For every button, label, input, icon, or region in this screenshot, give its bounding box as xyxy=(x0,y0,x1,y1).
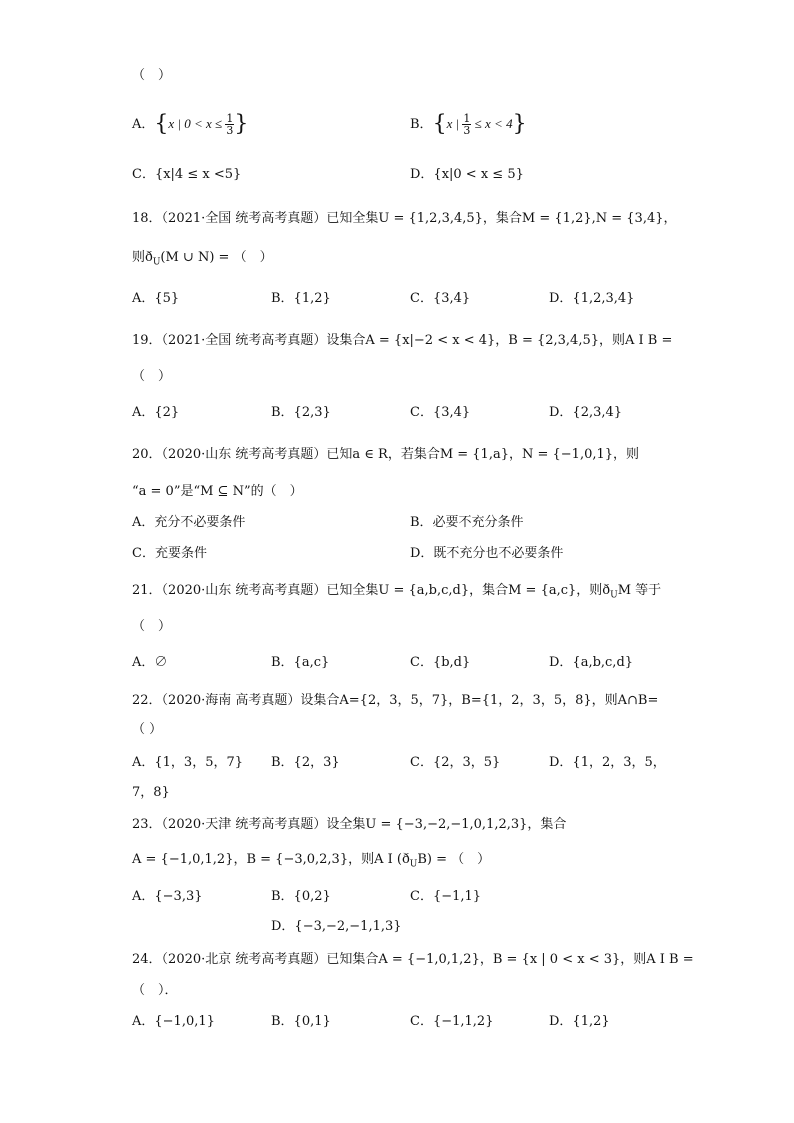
q17-option-a xyxy=(132,113,248,136)
q20-stem-line2: “a = 0”是“M ⊆ N”的（ ） xyxy=(132,484,303,499)
brace-close: } xyxy=(512,111,527,137)
q24-option-a: A．{−1,0,1} xyxy=(132,1014,215,1029)
q17-option-a-text: x | 0 < x ≤ xyxy=(168,116,226,131)
q23-option-c: C．{−1,1} xyxy=(410,889,482,904)
q20-option-a: A．充分不必要条件 xyxy=(132,515,246,530)
q24-option-d: D．{1,2} xyxy=(549,1014,610,1029)
q21-subscript: U xyxy=(610,590,618,601)
q19-stem-line1: 19．（2021·全国 统考高考真题）设集合A = {x|−2 < x < 4}，B = {2,3,4,5}，则A I B = xyxy=(132,333,673,348)
q17-option-b xyxy=(410,113,527,136)
fraction-denominator: 3 xyxy=(226,124,234,137)
q19-option-a: A．{2} xyxy=(132,405,180,420)
q19-option-d: D．{2,3,4} xyxy=(549,405,623,420)
q20-option-d: D．既不充分也不必要条件 xyxy=(410,546,564,561)
q18-stem-tail: (M ∪ N) = （ ） xyxy=(160,250,273,265)
q22-stem-line1: 22．（2020·海南 高考真题）设集合A={2，3，5，7}，B={1，2，3，5，8}，则A∩B= xyxy=(132,693,659,708)
q22-option-a: A．{1，3，5，7} xyxy=(132,755,244,770)
fraction-denominator: 3 xyxy=(463,124,471,137)
brace-open: { xyxy=(154,111,169,137)
q21-stem-line2: （ ） xyxy=(132,619,172,634)
q23-option-a: A．{−3,3} xyxy=(132,889,203,904)
brace-open: { xyxy=(432,111,447,137)
q23-option-b: B．{0,2} xyxy=(271,889,331,904)
q18-stem-line2 xyxy=(132,249,273,272)
q17-option-a-label: A． xyxy=(132,117,155,132)
brace-close: } xyxy=(234,111,249,137)
q23-stem-line2 xyxy=(132,851,490,874)
q22-option-d-continued: 7，8} xyxy=(132,785,170,800)
q22-option-c: C．{2，3，5} xyxy=(410,755,501,770)
q18-option-b: B．{1,2} xyxy=(271,291,331,306)
fraction-numerator: 1 xyxy=(226,112,234,125)
q20-option-b: B．必要不充分条件 xyxy=(410,515,524,530)
q21-option-a: A．∅ xyxy=(132,655,168,670)
q20-stem-line1: 20．（2020·山东 统考高考真题）已知a ∈ R，若集合M = {1,a}，N = {−1,0,1}，则 xyxy=(132,447,640,462)
q23-stem-tail: B) = （ ） xyxy=(417,852,491,867)
fraction-numerator: 1 xyxy=(463,112,471,125)
q24-option-b: B．{0,1} xyxy=(271,1014,331,1029)
paren-top: （ ） xyxy=(132,68,172,83)
q19-option-b: B．{2,3} xyxy=(271,405,331,420)
q17-option-c: C．{x|4 ≤ x <5} xyxy=(132,167,242,182)
q23-subscript: U xyxy=(409,859,418,870)
q21-option-b: B．{a,c} xyxy=(271,655,330,670)
q23-stem-line1: 23．（2020·天津 统考高考真题）设全集U = {−3,−2,−1,0,1,2,3}，集合 xyxy=(132,817,567,832)
q24-stem-line1: 24．（2020·北京 统考高考真题）已知集合A = {−1,0,1,2}，B = {x | 0 < x < 3}，则A I B = xyxy=(132,952,694,967)
q23-option-d: D．{−3,−2,−1,1,3} xyxy=(271,919,402,934)
q24-stem-line2: （ ）． xyxy=(132,983,178,998)
q18-option-d: D．{1,2,3,4} xyxy=(549,291,635,306)
q17-option-b-label: B． xyxy=(410,117,433,132)
q17-option-b-tail: ≤ x < 4 xyxy=(471,116,513,131)
q21-stem-line1 xyxy=(132,582,661,605)
q20-option-c: C．充要条件 xyxy=(132,546,207,561)
q19-option-c: C．{3,4} xyxy=(410,405,471,420)
q22-stem-line2: （ ） xyxy=(132,722,163,737)
q22-option-d: D．{1，2，3，5， xyxy=(549,755,666,770)
q18-option-c: C．{3,4} xyxy=(410,291,471,306)
q19-stem-line2: （ ） xyxy=(132,369,172,384)
q18-option-a: A．{5} xyxy=(132,291,180,306)
q21-option-d: D．{a,b,c,d} xyxy=(549,655,634,670)
q24-option-c: C．{−1,1,2} xyxy=(410,1014,494,1029)
q17-option-d: D．{x|0 < x ≤ 5} xyxy=(410,167,524,182)
q23-stem-text: A = {−1,0,1,2}，B = {−3,0,2,3}，则A I (ð xyxy=(132,852,410,867)
q18-stem-line1: 18．（2021·全国 统考高考真题）已知全集U = {1,2,3,4,5}，集合M = {1,2},N = {3,4}， xyxy=(132,211,677,226)
q21-stem-tail: M 等于 xyxy=(617,583,662,598)
q17-option-b-text: x | xyxy=(446,116,463,131)
q18-stem-text: 则ð xyxy=(132,250,153,265)
q18-subscript: U xyxy=(152,257,161,268)
q21-stem-text: 21．（2020·山东 统考高考真题）已知全集U = {a,b,c,d}，集合M = {a,c}，则ð xyxy=(132,583,611,598)
q22-option-b: B．{2，3} xyxy=(271,755,340,770)
q21-option-c: C．{b,d} xyxy=(410,655,471,670)
